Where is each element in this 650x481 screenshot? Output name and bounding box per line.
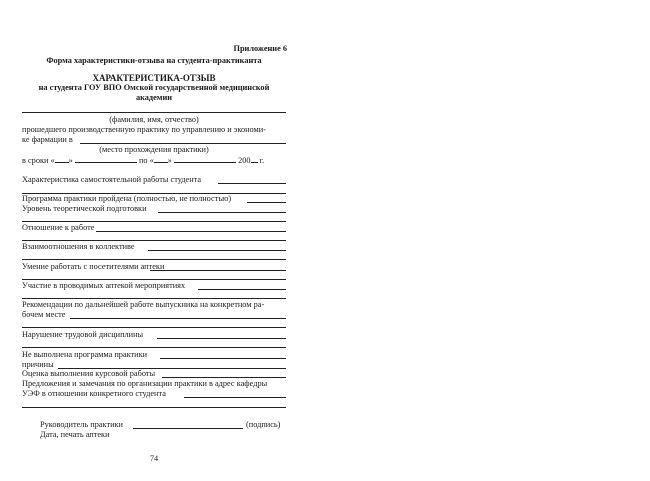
field-independence-line <box>218 183 286 184</box>
field-relations-line <box>148 250 286 251</box>
blank-line <box>22 279 286 280</box>
appendix-label: Приложение 6 <box>233 44 287 53</box>
field-attitude-label: Отношение к работе <box>22 223 95 232</box>
field-events-line <box>198 289 286 290</box>
field-events-label: Участие в проводимых аптекой мероприятиях <box>22 281 186 290</box>
practice-text-line-2: ке фармации в <box>22 135 73 144</box>
fio-caption: (фамилия, имя, отчество) <box>109 115 199 124</box>
form-title: Форма характеристики-отзыва на студента-практиканта <box>46 56 262 65</box>
field-independence-label: Характеристика самостоятельной работы студента <box>22 175 202 184</box>
blank-line <box>22 347 286 348</box>
dates-row: в сроки « » по « » 200 г. <box>22 156 265 165</box>
blank-line <box>22 259 286 260</box>
field-not-done-label: Не выполнена программа практики <box>22 350 148 359</box>
field-proposals-label: Предложения и замечания по организации практики в адрес кафедры <box>22 379 268 388</box>
field-theory-line <box>158 212 286 213</box>
field-discipline-line <box>157 338 286 339</box>
fio-line <box>22 112 286 113</box>
field-recommend-label-line-2: бочем месте <box>22 310 66 319</box>
page-number: 74 <box>149 454 159 463</box>
field-reasons-label: причины <box>22 360 54 369</box>
blank-line <box>22 407 286 408</box>
doc-title: ХАРАКТЕРИСТИКА-ОТЗЫВ <box>92 73 216 83</box>
field-uef-line <box>184 397 286 398</box>
field-program-label: Программа практики пройдена (полностью, не полностью) <box>22 194 232 203</box>
field-discipline-label: Нарушение трудовой дисциплины <box>22 330 144 339</box>
field-coursework-line <box>162 377 286 378</box>
doc-subtitle-line-1: на студента ГОУ ВПО Омской государственной медицинской <box>38 83 270 92</box>
field-not-done-line <box>160 358 286 359</box>
field-recommend-line <box>70 318 286 319</box>
signature-caption: (подпись) <box>246 420 281 429</box>
field-coursework-label: Оценка выполнения курсовой работы <box>22 369 156 378</box>
blank-line <box>22 327 286 328</box>
blank-line <box>22 298 286 299</box>
field-uef-label: УЭФ в отношении конкретного студента <box>22 389 166 398</box>
field-customers-line <box>150 270 286 271</box>
field-recommend-label-line-1: Рекомендации по дальнейшей работе выпускника на конкретном ра- <box>22 300 265 309</box>
doc-subtitle-line-2: академии <box>135 93 173 102</box>
field-relations-label: Взаимоотношения в коллективе <box>22 242 135 251</box>
field-program-line <box>247 202 286 203</box>
signature-head-label: Руководитель практики <box>40 420 123 429</box>
field-theory-label: Уровень теоретической подготовки <box>22 204 147 213</box>
field-attitude-line <box>96 231 286 232</box>
date-stamp-label: Дата, печать аптеки <box>40 430 110 439</box>
field-customers-label: Умение работать с посетителями аптеки <box>22 262 165 271</box>
blank-line <box>22 221 286 222</box>
signature-line <box>133 428 243 429</box>
blank-line <box>22 240 286 241</box>
place-caption: (место прохождения практики) <box>99 145 209 154</box>
practice-place-line <box>80 143 286 144</box>
practice-text-line-1: прошедшего производственную практику по управлению и экономи- <box>22 125 266 134</box>
